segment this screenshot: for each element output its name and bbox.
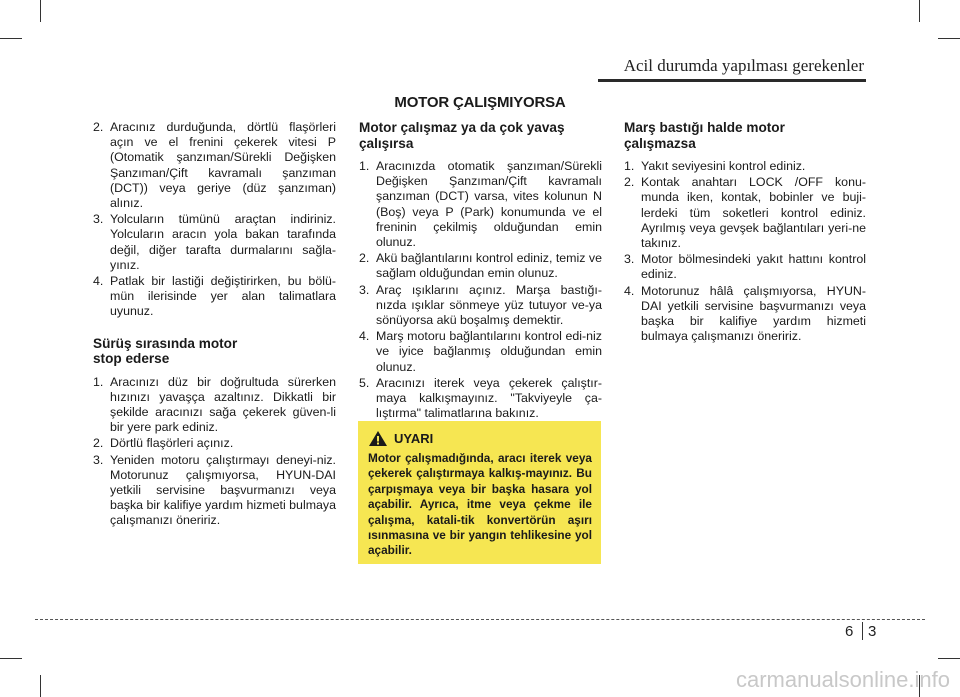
crop-mark — [0, 658, 22, 659]
footer-rule — [35, 619, 925, 620]
list-item: 1. Aracınızı düz bir doğrultuda sürerken hızınızı yavaşça azaltınız. Dikkatli bir şekilde aracınızı sağa çekerek güven-li bir yere park ediniz. — [93, 374, 336, 435]
list-item: 5. Aracınızı iterek veya çekerek çalıştır-maya kalkışmayınız. "Takviyeyle ça-lıştırma" talimatlarına bakınız. — [359, 375, 602, 421]
page-divider — [862, 622, 863, 640]
right-column — [624, 120, 866, 345]
crop-mark — [938, 658, 960, 659]
list-item: 1. Yakıt seviyesini kontrol ediniz. — [624, 159, 806, 173]
subheading: Sürüş sırasında motor stop ederse — [93, 335, 238, 367]
middle-column — [359, 120, 602, 422]
warning-header — [368, 430, 592, 447]
list-item: 4. Patlak bir lastiği değiştirirken, bu bölü-mün ilerisinde yer alan talimatlara uyunuz. — [93, 274, 336, 319]
subheading: Motor çalışmaz ya da çok yavaş çalışırsa — [359, 120, 565, 151]
page-number: 3 — [868, 623, 877, 640]
list-item: 4. Marş motoru bağlantılarını kontrol edi-niz ve iyice bağlanmış olduğundan emin olunuz. — [359, 329, 602, 374]
chapter-title: Acil durumda yapılması gerekenler — [623, 56, 864, 75]
list-item: 2. Kontak anahtarı LOCK /OFF konu-munda iken, kontak, bobinler ve buji-lerdeki tüm soketleri kontrol ediniz. Ayrılmış veya gevşek bağlantıları yeri-ne takınız. — [624, 175, 866, 251]
chapter-number: 6 — [845, 623, 854, 640]
crop-mark — [0, 38, 22, 39]
list-item: 3. Araç ışıklarını açınız. Marşa bastığı-nızda ışıklar sönmeye yüz tutuyor ve-ya sönüyorsa akü boşalmış demektir. — [359, 282, 602, 328]
crop-mark — [938, 38, 960, 39]
list-item: 1. Aracınızda otomatik şanzıman/Sürekli Değişken Şanzıman/Çift kavramalı şanzıman (DCT) varsa, vites kolunun N (Boş) veya P (Park) konumunda ve el freninin çekilmiş olduğundan emin olunuz. — [359, 159, 602, 250]
list-item: 2. Dörtlü flaşörleri açınız. — [93, 436, 234, 451]
header-rule — [598, 79, 866, 82]
list-item: 4. Motorunuz hâlâ çalışmıyorsa, HYUN-DAI yetkili servisine başvurmanızı veya başka bir kalifiye yardım hizmeti bulmaya çalışmanızı öneririz. — [624, 283, 866, 344]
warning-triangle-icon — [368, 430, 388, 447]
crop-mark — [40, 675, 41, 697]
list-item: 3. Yolcuların tümünü araçtan indiriniz. Yolcuların aracın yola bakan tarafında değil, diğer tarafta durmalarını sağla-yınız. — [93, 212, 336, 272]
warning-label: UYARI — [394, 431, 434, 446]
list-item: 3. Motor bölmesindeki yakıt hattını kontrol ediniz. — [624, 252, 866, 282]
list-item: 3. Yeniden motoru çalıştırmayı deneyi-niz. Motorunuz çalışmıyorsa, HYUN-DAI yetkili servisine başvurmanızı veya başka bir kalifiye yardım hizmeti bulmaya çalışmanızı öneririz. — [93, 452, 336, 528]
warning-box — [358, 421, 601, 564]
list-item: 2. Aracınız durduğunda, dörtlü flaşörleri açın ve el frenini çekerek vitesi P (Otomatik şanzıman/Sürekli Değişken Şanzıman/Çift kavramalı şanzıman (DCT)) veya geriye (düz şanzıman) alınız. — [93, 120, 336, 211]
section-title: MOTOR ÇALIŞMIYORSA — [394, 94, 566, 111]
left-column — [93, 120, 336, 530]
watermark: carmanualsonline.info — [735, 667, 950, 692]
crop-mark — [919, 0, 920, 22]
list-item: 2. Akü bağlantılarını kontrol ediniz, temiz ve sağlam olduğundan emin olunuz. — [359, 251, 602, 281]
subheading: Marş bastığı halde motor çalışmazsa — [624, 120, 785, 151]
warning-text: Motor çalışmadığında, aracı iterek veya çekerek çalıştırmaya kalkış-mayınız. Bu çarpışmaya veya bir başka hasara yol açabilir. Ayrıca, itme veya çekme ile çalışma, katali-tik konvertörün aşırı ısınmasına ve bir yangın tehlikesine yol açabilir. — [368, 451, 592, 558]
crop-mark — [40, 0, 41, 22]
